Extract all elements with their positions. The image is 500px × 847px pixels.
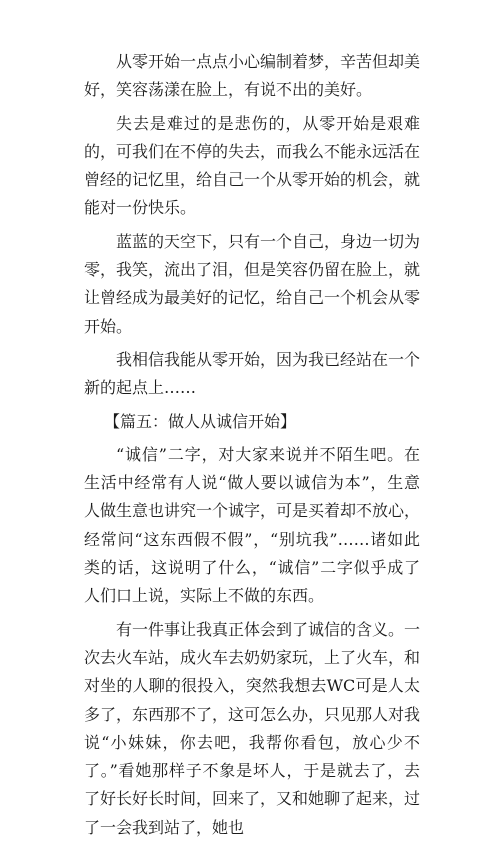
- paragraph-5: “诚信”二字，对大家来说并不陌生吧。在生活中经常有人说“做人要以诚信为本”，生意人做生意也讲究一个诚字，可是买着却不放心，经常问“这东西假不假”，“别坑我”……诸如此类的话，这说明了什么，“诚信”二字似乎成了人们口上说，实际上不做的东西。: [84, 444, 421, 606]
- paragraph-1: 从零开始一点点小心编制着梦，辛苦但却美好，笑容荡漾在脸上，有说不出的美好。: [84, 52, 421, 100]
- section-heading: 【篇五：做人从诚信开始】: [104, 411, 297, 431]
- paragraph-6: 有一件事让我真正体会到了诚信的含义。一次去火车站，成火车去奶奶家玩，上了火车，和对坐的人聊的很投入，突然我想去WC可是人太多了，东西那不了，这可怎么办，只见那人对我说“小妹妹，你去吧，我帮你看包，放心少不了。”看她那样子不象是坏人，于是就去了，去了好长好长时间，回来了，又和她聊了起来，过了一会我到站了，她也: [84, 619, 421, 837]
- paragraph-2: 失去是难过的是悲伤的，从零开始是艰难的，可我们在不停的失去，而我么不能永远活在曾经的记忆里，给自己一个从零开始的机会，就能对一份快乐。: [84, 113, 421, 218]
- article-body: [84, 48, 420, 847]
- paragraph-3: 蓝蓝的天空下，只有一个自己，身边一切为零，我笑，流出了泪，但是笑容仍留在脸上，就让曾经成为最美好的记忆，给自己一个机会从零开始。: [84, 231, 421, 336]
- paragraph-4: 我相信我能从零开始，因为我已经站在一个新的起点上……: [84, 349, 421, 398]
